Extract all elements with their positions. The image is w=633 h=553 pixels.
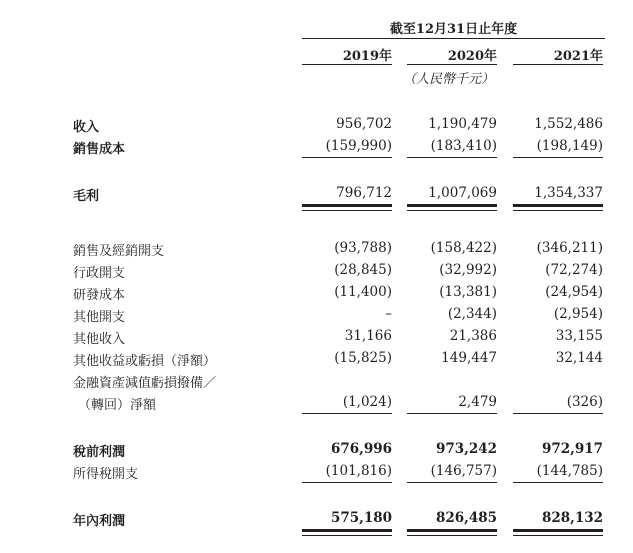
year-2019-header: 2019年 bbox=[342, 49, 392, 64]
profit-for-year-2019: 575,180 bbox=[330, 510, 392, 526]
other-gains-losses-2020: 149,447 bbox=[441, 350, 497, 366]
row-label-rnd-costs: 研發成本 bbox=[73, 288, 126, 303]
total-double-line bbox=[513, 535, 603, 536]
income-tax-2021: (144,785) bbox=[536, 463, 603, 479]
subtotal-line bbox=[302, 157, 392, 158]
impairment-2019: (1,024) bbox=[342, 394, 392, 410]
revenue-2021: 1,552,486 bbox=[534, 116, 603, 132]
row-label-cost-of-sales: 銷售成本 bbox=[73, 142, 126, 157]
subtotal-line bbox=[513, 157, 603, 158]
profit-for-year-2021: 828,132 bbox=[541, 510, 603, 526]
selling-expenses-2020: (158,422) bbox=[430, 240, 497, 256]
row-label-impairment-line2: （轉回）淨額 bbox=[78, 398, 157, 413]
income-tax-2020: (146,757) bbox=[430, 463, 497, 479]
other-gains-losses-2019: (15,825) bbox=[334, 350, 392, 366]
row-label-income-tax: 所得稅開支 bbox=[73, 467, 139, 482]
income-tax-2019: (101,816) bbox=[325, 463, 392, 479]
admin-expenses-2021: (72,274) bbox=[545, 262, 603, 278]
other-income-2019: 31,166 bbox=[344, 328, 392, 344]
other-expenses-2019: – bbox=[385, 306, 392, 322]
gross-profit-2019: 796,712 bbox=[336, 185, 392, 201]
cost-of-sales-2021: (198,149) bbox=[536, 138, 603, 154]
cost-of-sales-2019: (159,990) bbox=[325, 138, 392, 154]
profit-before-tax-2019: 676,996 bbox=[330, 441, 392, 457]
row-label-gross-profit: 毛利 bbox=[73, 189, 100, 204]
year-2021-header: 2021年 bbox=[553, 49, 603, 64]
subtotal-line bbox=[407, 157, 497, 158]
impairment-2021: (326) bbox=[566, 394, 603, 410]
header-underline bbox=[302, 38, 605, 39]
total-double-line bbox=[407, 210, 497, 211]
subtotal-line bbox=[513, 413, 603, 414]
selling-expenses-2019: (93,788) bbox=[334, 240, 392, 256]
total-double-line bbox=[302, 204, 392, 207]
period-heading: 截至12月31日止年度 bbox=[389, 22, 518, 37]
other-expenses-2020: (2,344) bbox=[447, 306, 497, 322]
total-double-line bbox=[302, 210, 392, 211]
profit-before-tax-2021: 972,917 bbox=[541, 441, 603, 457]
unit-label: （人民幣千元） bbox=[403, 72, 495, 87]
profit-before-tax-2020: 973,242 bbox=[435, 441, 497, 457]
total-double-line bbox=[302, 535, 392, 536]
admin-expenses-2019: (28,845) bbox=[334, 262, 392, 278]
subtotal-line bbox=[407, 482, 497, 483]
year-2020-header: 2020年 bbox=[447, 49, 497, 64]
row-label-profit-for-year: 年內利潤 bbox=[73, 514, 126, 529]
subtotal-line bbox=[302, 482, 392, 483]
cost-of-sales-2020: (183,410) bbox=[430, 138, 497, 154]
row-label-impairment: 金融資產減值虧損撥備／ bbox=[73, 376, 217, 391]
row-label-revenue: 收入 bbox=[73, 120, 100, 135]
impairment-2020: 2,479 bbox=[458, 394, 497, 410]
gross-profit-2021: 1,354,337 bbox=[534, 185, 603, 201]
year-2020-underline bbox=[407, 64, 497, 65]
admin-expenses-2020: (32,992) bbox=[439, 262, 497, 278]
subtotal-line bbox=[513, 482, 603, 483]
total-double-line bbox=[302, 529, 392, 532]
gross-profit-2020: 1,007,069 bbox=[428, 185, 497, 201]
year-2019-underline bbox=[302, 64, 392, 65]
row-label-admin-expenses: 行政開支 bbox=[73, 266, 126, 281]
total-double-line bbox=[407, 204, 497, 207]
rnd-costs-2019: (11,400) bbox=[334, 284, 392, 300]
other-income-2020: 21,386 bbox=[449, 328, 497, 344]
row-label-profit-before-tax: 稅前利潤 bbox=[73, 445, 126, 460]
other-income-2021: 33,155 bbox=[555, 328, 603, 344]
total-double-line bbox=[513, 210, 603, 211]
other-gains-losses-2021: 32,144 bbox=[555, 350, 603, 366]
profit-for-year-2020: 826,485 bbox=[435, 510, 497, 526]
revenue-2019: 956,702 bbox=[336, 116, 392, 132]
revenue-2020: 1,190,479 bbox=[428, 116, 497, 132]
row-label-other-gains-losses: 其他收益或虧損（淨額） bbox=[73, 354, 217, 369]
rnd-costs-2020: (13,381) bbox=[439, 284, 497, 300]
year-2021-underline bbox=[513, 64, 603, 65]
rnd-costs-2021: (24,954) bbox=[545, 284, 603, 300]
total-double-line bbox=[513, 529, 603, 532]
selling-expenses-2021: (346,211) bbox=[536, 240, 603, 256]
row-label-other-income: 其他收入 bbox=[73, 332, 126, 347]
subtotal-line bbox=[407, 413, 497, 414]
total-double-line bbox=[407, 529, 497, 532]
subtotal-line bbox=[302, 413, 392, 414]
total-double-line bbox=[513, 204, 603, 207]
other-expenses-2021: (2,954) bbox=[553, 306, 603, 322]
row-label-selling-expenses: 銷售及經銷開支 bbox=[73, 244, 165, 259]
total-double-line bbox=[407, 535, 497, 536]
row-label-other-expenses: 其他開支 bbox=[73, 310, 126, 325]
